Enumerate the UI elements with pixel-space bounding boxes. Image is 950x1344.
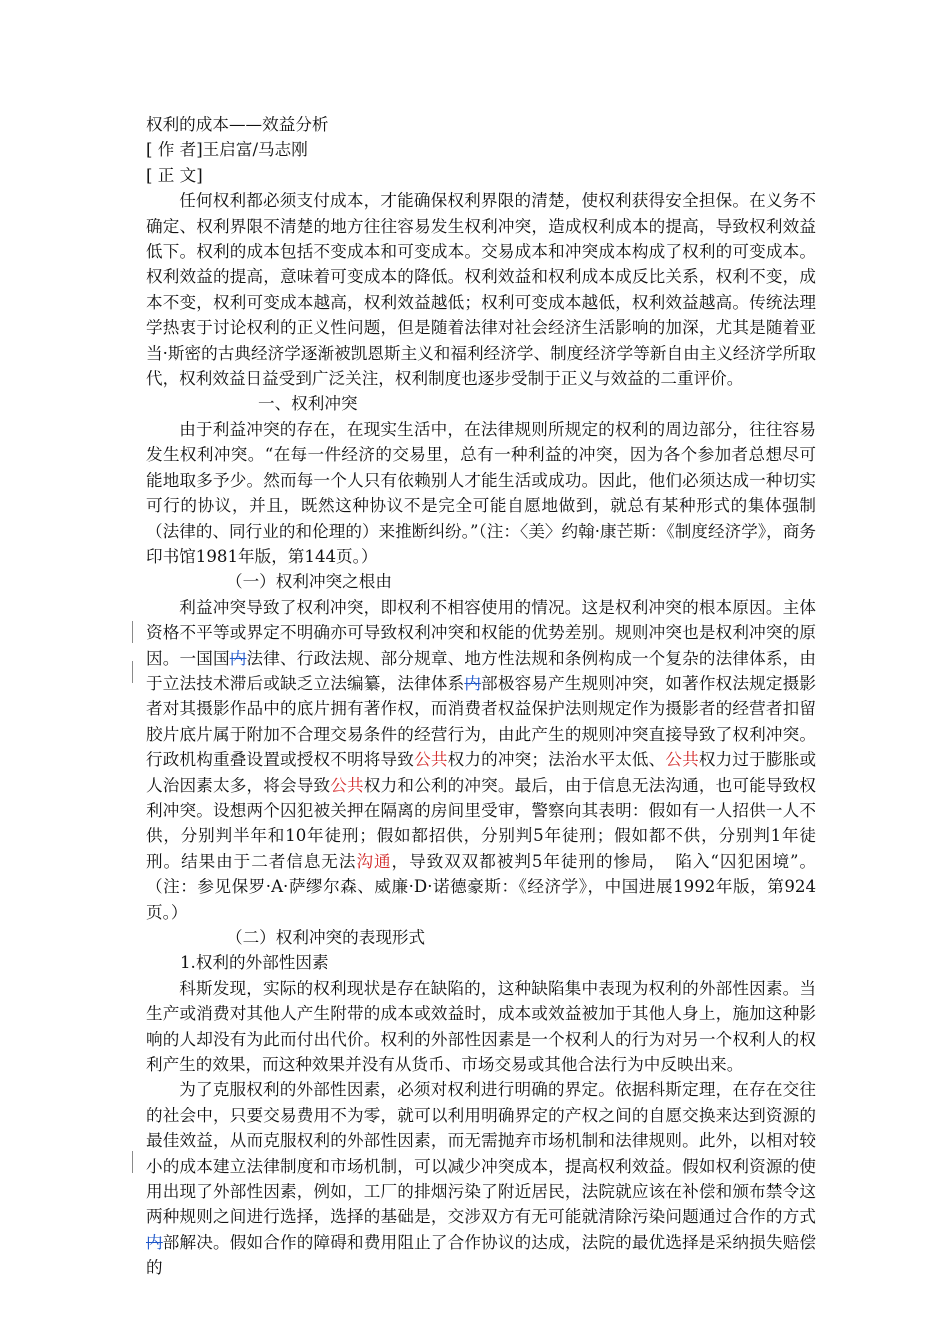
text-run: 利益冲突导致了权利冲突，即权利不相容使用的情况。这是权利冲突的根本原因。主体资格不平等或界定不明确亦可导致权利冲突和权能的优势差别。规则冲突也是权利冲突的原因。一国国	[146, 597, 816, 668]
revision-change-bar	[132, 621, 133, 643]
intro-paragraph: 任何权利都必须支付成本，才能确保权利界限的清楚，使权利获得安全担保。在义务不确定、权利界限不清楚的地方往往容易发生权利冲突，造成权利成本的提高，导致权利效益低下。权利的成本包括不变成本和可变成本。交易成本和冲突成本构成了权利的可变成本。权利效益的提高，意味着可变成本的降低。权利效益和权利成本成反比关系，权利不变，成本不变，权利可变成本越高，权利效益越低；权利可变成本越低，权利效益越高。传统法理学热衷于讨论权利的正义性问题，但是随着法律对社会经济生活影响的加深，尤其是随着亚当·斯密的古典经济学逐渐被凯恩斯主义和福利经济学、制度经济学等新自由主义经济学所取代，权利效益日益受到广泛关注，权利制度也逐步受制于正义与效益的二重评价。	[146, 191, 816, 389]
point-heading: 1.权利的外部性因素	[180, 953, 329, 973]
deleted-text: 内	[464, 673, 482, 693]
point-paragraph: 科斯发现，实际的权利现状是存在缺陷的，这种缺陷集中表现为权利的外部性因素。当生产或消费对其他人产生附带的成本或效益时，成本或效益被加于其他人身上，施加这种影响的人却没有为此而付出代价。权利的外部性因素是一个权利人的行为对另一个权利人的权利产生的效果，而这种效果并没有从货币、市场交易或其他合法行为中反映出来。	[146, 978, 816, 1075]
revision-change-bar	[132, 661, 133, 683]
deleted-text: 内	[146, 1232, 163, 1252]
text-run: 法律、行政法规、部分规章、地方性法规和条例构成一个复杂的法律体系，由于立法技术滞后或缺乏立法编纂，法律体系	[146, 648, 817, 693]
text-run: 权力的冲突；法治水平太低、	[447, 750, 666, 770]
subsection-heading: （二）权利冲突的表现形式	[226, 928, 426, 947]
highlighted-text: 公共	[414, 750, 448, 770]
text-run: 部解决。假如合作的障碍和费用阻止了合作协议的达成，法院的最优选择是采纳损失赔偿的	[146, 1232, 817, 1278]
highlighted-text: 沟通	[356, 851, 392, 871]
text-run: ，导致双双都被判5年徒刑的惨局， 陷入“囚犯困境”。（注：参见保罗·A·萨缪尔森、威廉·D·诺德豪斯：《经济学》，中国进展1992年版，第924页。）	[146, 851, 816, 922]
deleted-text: 内	[229, 648, 247, 668]
text-run: 部极容易产生规则冲突，如著作权法规定摄影者对其摄影作品中的底片拥有著作权，而消费者权益保护法则规定作为摄影者的经营者扣留胶片底片属于附加不合理交易条件的经营行为，由此产生的规则冲突直接导致了权利冲突。行政机构重叠设置或授权不明将导致	[146, 673, 817, 770]
text-run: 权力和公利的冲突。最后，由于信息无法沟通，也可能导致权利冲突。设想两个囚犯被关押在隔离的房间里受审，警察向其表明：假如有一人招供一人不供，分别判半年和10年徒刑；假如都招供，分别判5年徒刑；假如都不供，分别判1年徒刑。结果由于二者信息无法	[146, 775, 817, 871]
author-line: [ 作 者]王启富/马志刚	[146, 140, 308, 160]
text-run: 为了克服权利的外部性因素，必须对权利进行明确的界定。依据科斯定理，在存在交往的社会中，只要交易费用不为零，就可以利用明确界定的产权之间的自愿交换来达到资源的最佳效益，从而克服权利的外部性因素，而无需抛弃市场机制和法律规则。此外，以相对较小的成本建立法律制度和市场机制，可以减少冲突成本，提高权利效益。假如权利资源的使用出现了外部性因素，例如，工厂的排烟污染了附近居民，法院就应该在补偿和颁布禁令这两种规则之间进行选择，选择的基础是，交涉双方有无可能就清除污染问题通过合作的方式	[146, 1080, 816, 1227]
highlighted-text: 公共	[330, 775, 364, 795]
highlighted-text: 公共	[665, 750, 699, 770]
subsection-paragraph	[146, 595, 816, 925]
point-paragraph	[146, 1077, 816, 1280]
section-heading: 一、权利冲突	[258, 394, 358, 414]
section-paragraph: 由于利益冲突的存在，在现实生活中，在法律规则所规定的权利的周边部分，往往容易发生权利冲突。“在每一件经济的交易里，总有一种利益的冲突，因为各个参加者总想尽可能地取多予少。然而每一个人只有依赖别人才能生活或成功。因此，他们必须达成一种切实可行的协议，并且，既然这种协议不是完全可能自愿地做到，就总有某种形式的集体强制（法律的、同行业的和伦理的）来推断纠纷。”（注：〈美〉约翰·康芒斯：《制度经济学》，商务印书馆1981年版，第144页。）	[146, 419, 816, 566]
document-page	[146, 112, 816, 1281]
document-title: 权利的成本——效益分析	[146, 115, 329, 134]
body-label: [ 正 文]	[146, 165, 203, 185]
subsection-heading: （一）权利冲突之根由	[226, 572, 392, 592]
text-run: 权力过于膨胀或人治因素太多，将会导致	[146, 750, 817, 795]
revision-change-bar	[132, 1151, 133, 1173]
